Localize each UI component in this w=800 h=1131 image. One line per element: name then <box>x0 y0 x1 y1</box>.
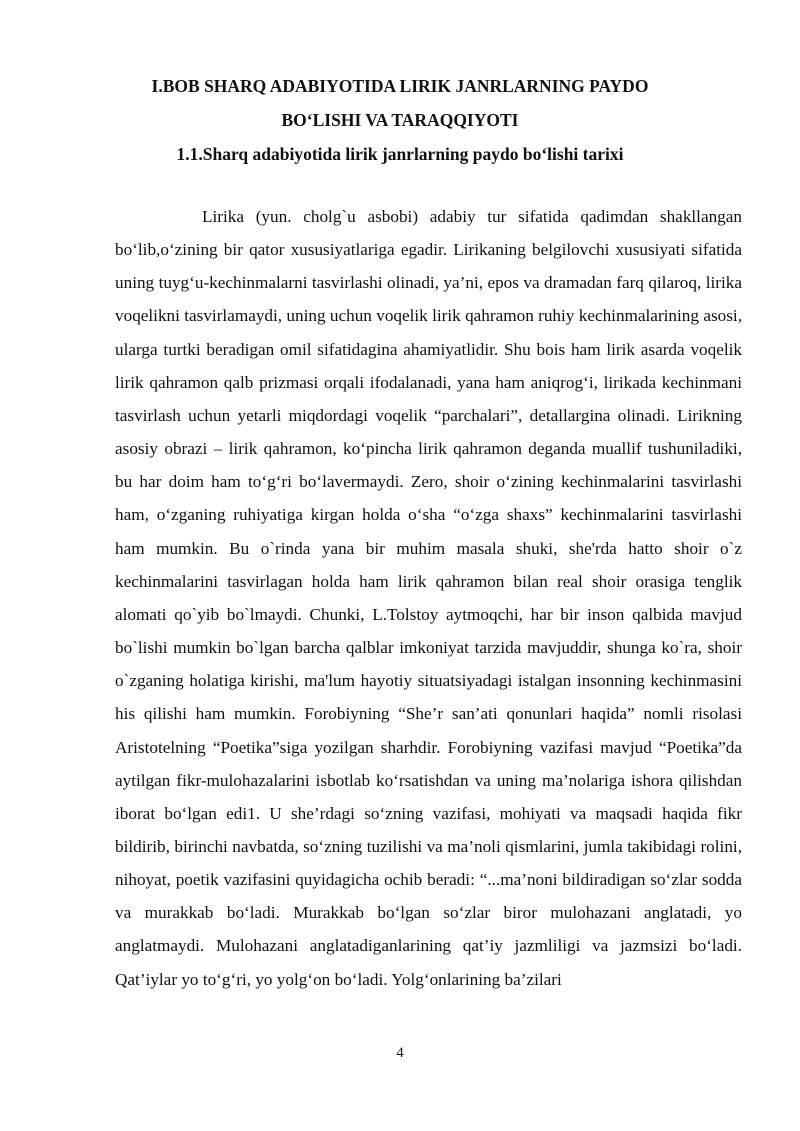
page-number: 4 <box>396 1045 404 1061</box>
chapter-title-line-2: BO‘LISHI VA TARAQQIYOTI <box>281 110 519 130</box>
section-title: 1.1.Sharq adabiyotida lirik janrlarning paydo bo‘lishi tarixi <box>176 144 624 164</box>
chapter-title-line-1: I.BOB SHARQ ADABIYOTIDA LIRIK JANRLARNING PAYDO <box>151 76 649 96</box>
body-paragraph: Lirika (yun. cholg`u asbobi) adabiy tur sifatida qadimdan shakllangan bo‘lib,o‘zining bir qator xususiyatlariga egadir. Lirikaning belgilovchi xususiyati sifatida uning tuyg‘u-kechinmalarni tasvirlashi olinadi, ya’ni, epos va dramadan farq qilaroq, lirika voqelikni tasvirlamaydi, uning uchun voqelik lirik qahramon ruhiy kechinmalarining asosi, ularga turtki beradigan omil sifatidagina ahamiyatlidir. Shu bois ham lirik asarda voqelik lirik qahramon qalb prizmasi orqali ifodalanadi, yana ham aniqrog‘i, lirikada kechinmani tasvirlash uchun yetarli miqdordagi voqelik “parchalari”, detallargina olinadi. Lirikning asosiy obrazi – lirik qahramon, ko‘pincha lirik qahramon deganda muallif tushuniladiki, bu har doim ham to‘g‘ri bo‘lavermaydi. Zero, shoir o‘zining kechinmalarini tasvirlashi ham, o‘zganing ruhiyatiga kirgan holda o‘sha “o‘zga shaxs” kechinmalarini tasvirlashi ham mumkin. Bu o`rinda yana bir muhim masala shuki, she'rda hatto shoir o`z kechinmalarini tasvirlagan holda ham lirik qahramon bilan real shoir orasiga tenglik alomati qo`yib bo`lmaydi. Chunki, L.Tolstoy aytmoqchi, har bir inson qalbida mavjud bo`lishi mumkin bo`lgan barcha qalblar imkoniyat tarzida mavjuddir, shunga ko`ra, shoir o`zganing holatiga kirishi, ma'lum hayotiy situatsiyadagi istalgan insonning kechinmasini his qilishi ham mumkin. Forobiyning “She’r san’ati qonunlari haqida” nomli risolasi Aristotelning “Poetika”siga yozilgan sharhdir. Forobiyning vazifasi mavjud “Poetika”da aytilgan fikr-mulohazalarini isbotlab ko‘rsatishdan va uning ma’nolariga ishora qilishdan iborat bo‘lgan edi1. U she’rdagi so‘zning vazifasi, mohiyati va maqsadi haqida fikr bildirib, birinchi navbatda, so‘zning tuzilishi va ma’noli qismlarini, jumla takibidagi rolini, nihoyat, poetik vazifasini quyidagicha ochib beradi: “...ma’noni bildiradigan so‘zlar sodda va murakkab bo‘ladi. Murakkab bo‘lgan so‘zlar biror mulohazani anglatadi, yo anglatmaydi. Mulohazani anglatadiganlarining qat’iy jazmliligi va jazmsizi bo‘ladi. Qat’iylar yo to‘g‘ri, yo yolg‘on bo‘ladi. Yolg‘onlarining ba’zilari <box>115 207 742 989</box>
